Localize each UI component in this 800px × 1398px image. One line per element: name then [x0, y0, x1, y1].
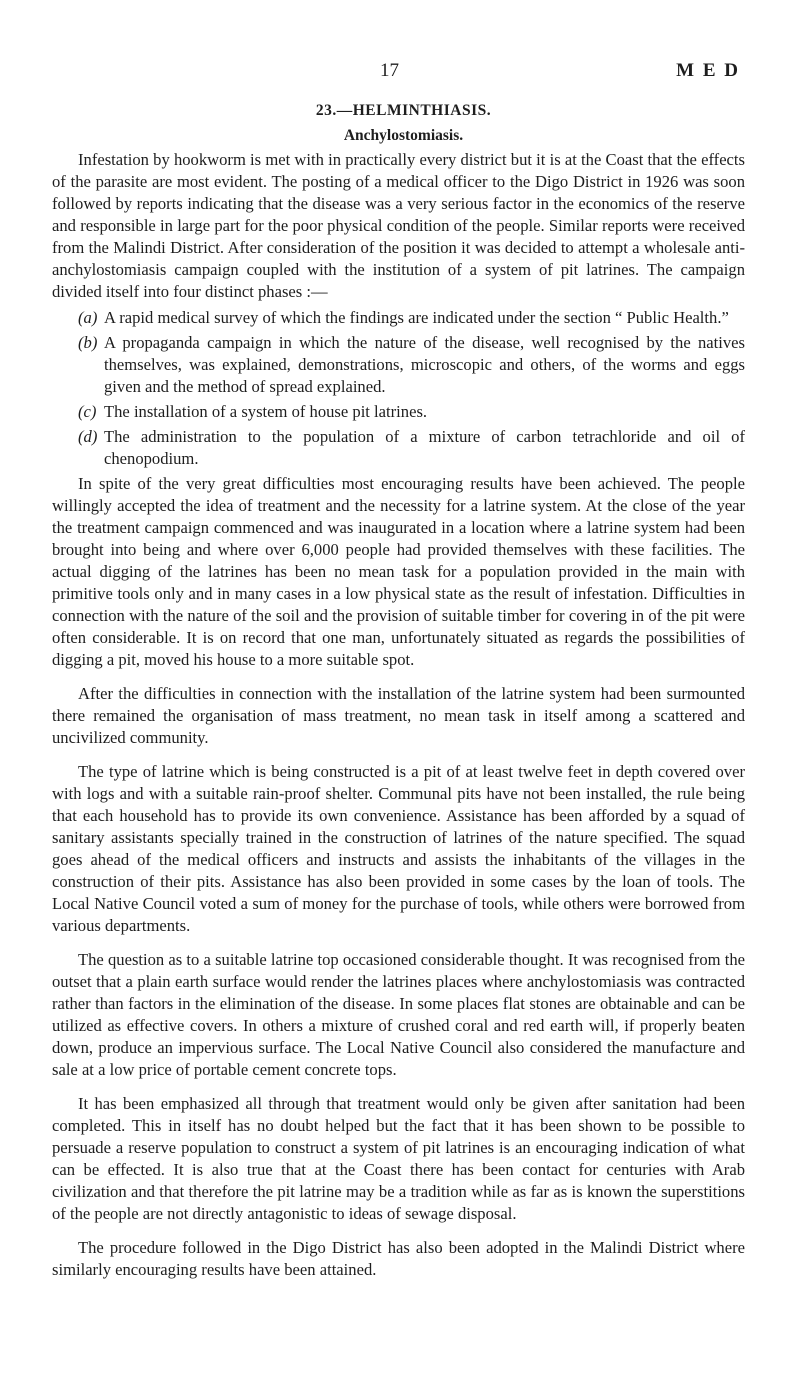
paragraph-organisation: After the difficulties in connection with the installation of the latrine system had been surmounted there remained the organisation of mass treatment, no mean task in itself among a scattered and uncivilized community.	[52, 684, 745, 747]
phase-text: A rapid medical survey of which the findings are indicated under the section “ Public Health.”	[104, 308, 729, 327]
paragraph-sanitation: It has been emphasized all through that treatment would only be given after sanitation had been completed. This in itself has no doubt helped but the fact that it has been shown to be possible to persuade a reserve population to construct a system of pit latrines is an encouraging indication of what can be effected. It is also true that at the Coast there has been contact for centuries with Arab civilization and that therefore the pit latrine may be a tradition while as far as is known the superstitions of the people are not directly antagonistic to ideas of sewage disposal.	[52, 1094, 745, 1223]
phase-item	[52, 426, 745, 470]
phase-text: A propaganda campaign in which the nature of the disease, well recognised by the natives themselves, was explained, demonstrations, microscopic and others, of the worms and eggs given and the method of spread explained.	[104, 333, 745, 396]
paragraph-intro: Infestation by hookworm is met with in practically every district but it is at the Coast that the effects of the parasite are most evident. The posting of a medical officer to the Digo District in 1926 was soon followed by reports indicating that the disease was a very serious factor in the economics of the reserve and responsible in large part for the poor physical condition of the people. Similar reports were received from the Malindi District. After consideration of the position it was decided to attempt a wholesale anti-anchylostomiasis campaign coupled with the institution of a system of pit latrines. The campaign divided itself into four distinct phases :—	[52, 150, 745, 301]
phase-item	[52, 332, 745, 398]
section-subtitle: Anchylostomiasis.	[343, 127, 464, 144]
section-title: 23.—HELMINTHIASIS.	[315, 102, 492, 119]
paragraph-latrine-type: The type of latrine which is being constructed is a pit of at least twelve feet in depth covered over with logs and with a suitable rain-proof shelter. Communal pits have not been installed, the rule being that each household has to provide its own convenience. Assistance has been afforded by a squad of sanitary assistants specially trained in the construction of latrines of the nature specified. The squad goes ahead of the medical officers and instructs and assists the inhabitants of the villages in the construction of their pits. Assistance has also been provided in some cases by the loan of tools. The Local Native Council voted a sum of money for the purchase of tools, while others were borrowed from various departments.	[52, 762, 745, 935]
phase-marker: (a)	[78, 308, 98, 327]
running-head: M E D	[676, 60, 740, 81]
phase-item	[52, 307, 745, 329]
phase-text: The installation of a system of house pit latrines.	[104, 402, 428, 421]
phase-text: The administration to the population of a mixture of carbon tetrachloride and oil of chenopodium.	[104, 427, 745, 468]
paragraph-latrine-top: The question as to a suitable latrine top occasioned considerable thought. It was recognised from the outset that a plain earth surface would render the latrines places where anchylostomiasis was contracted rather than factors in the elimination of the disease. In some places flat stones are obtainable and can be utilized as effective covers. In others a mixture of crushed coral and red earth will, if properly beaten down, produce an impervious surface. The Local Native Council also considered the manufacture and sale at a low price of portable cement concrete tops.	[52, 950, 745, 1079]
phase-marker: (b)	[78, 333, 98, 352]
page-content	[52, 100, 745, 1281]
page-number: 17	[380, 60, 399, 81]
phase-item	[52, 401, 745, 423]
phase-marker: (d)	[78, 427, 98, 446]
paragraph-malindi: The procedure followed in the Digo District has also been adopted in the Malindi District where similarly encouraging results have been attained.	[52, 1238, 745, 1279]
paragraph-results: In spite of the very great difficulties most encouraging results have been achieved. The people willingly accepted the idea of treatment and the necessity for a latrine system. At the close of the year the treatment campaign commenced and was inaugurated in a location where a latrine system had been brought into being and where over 6,000 people had provided themselves with these facilities. The actual digging of the latrines has been no mean task for a population provided in the main with primitive tools only and in many cases in a low physical state as the result of infestation. Difficulties in connection with the nature of the soil and the provision of suitable timber for covering in of the pit were often considerable. It is on record that one man, unfortunately situated as regards the possibilities of digging a pit, moved his house to a more suitable spot.	[52, 474, 745, 669]
phase-list	[52, 307, 745, 470]
phase-marker: (c)	[78, 402, 97, 421]
